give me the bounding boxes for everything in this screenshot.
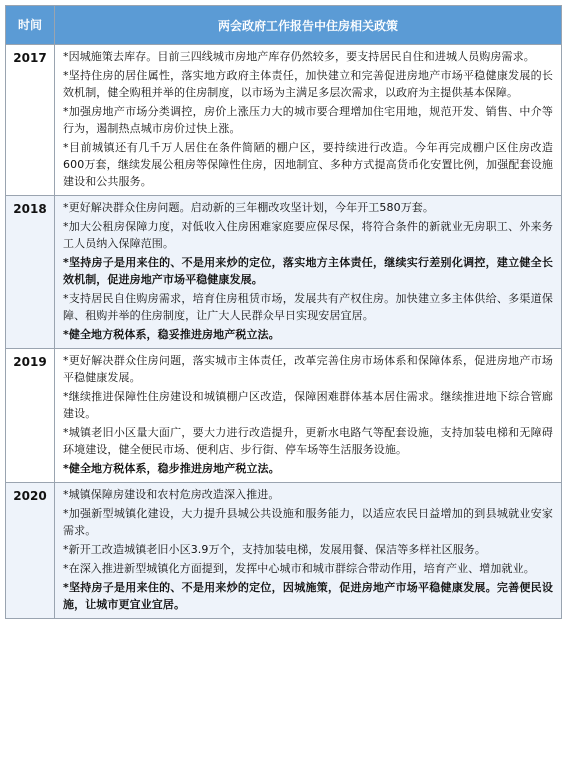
policy-item: *坚持住房的居住属性，落实地方政府主体责任，加快建立和完善促进房地产市场平稳健康发展的长效机制，健全购租并举的住房制度，以市场为主满足多层次需求，以政府为主提供基本保障。 <box>63 69 553 99</box>
policy-item: *加强房地产市场分类调控，房价上涨压力大的城市要合理增加住宅用地，规范开发、销售、中介等行为，遏制热点城市房价过快上涨。 <box>63 105 553 135</box>
policy-item: *更好解决群众住房问题。启动新的三年棚改攻坚计划，今年开工580万套。 <box>63 201 434 214</box>
table-header-row <box>6 6 562 45</box>
table-row <box>6 45 562 196</box>
year-cell: 2019 <box>6 349 55 483</box>
policy-item: *继续推进保障性住房建设和城镇棚户区改造，保障困难群体基本居住需求。继续推进地下综合管廊建设。 <box>63 390 553 420</box>
year-cell: 2018 <box>6 196 55 349</box>
table-row <box>6 483 562 619</box>
policy-item: *目前城镇还有几千万人居住在条件简陋的棚户区，要持续进行改造。今年再完成棚户区住房改造600万套，继续发展公租房等保障性住房，因地制宜、多种方式提高货币化安置比例，加强配套设施建设和公共服务。 <box>63 141 553 188</box>
policy-table-wrapper <box>5 5 562 619</box>
policy-item: *因城施策去库存。目前三四线城市房地产库存仍然较多，要支持居民自住和进城人员购房需求。 <box>63 50 535 63</box>
policy-item: *健全地方税体系，稳妥推进房地产税立法。 <box>63 328 280 341</box>
policy-item: *支持居民自住购房需求，培育住房租赁市场，发展共有产权住房。加快建立多主体供给、多渠道保障、租购并举的住房制度，让广大人民群众早日实现安居宜居。 <box>63 292 553 322</box>
policy-item: *城镇保障房建设和农村危房改造深入推进。 <box>63 488 280 501</box>
policy-item: *加强新型城镇化建设，大力提升县城公共设施和服务能力，以适应农民日益增加的到县城就业安家需求。 <box>63 507 553 537</box>
policy-item: *更好解决群众住房问题，落实城市主体责任，改革完善住房市场体系和保障体系，促进房地产市场平稳健康发展。 <box>63 354 553 384</box>
policy-cell <box>55 196 562 349</box>
policy-column-header: 两会政府工作报告中住房相关政策 <box>55 6 562 45</box>
table-row <box>6 349 562 483</box>
policy-item: *坚持房子是用来住的、不是用来炒的定位，落实地方主体责任，继续实行差别化调控，建立健全长效机制，促进房地产市场平稳健康发展。 <box>63 256 553 286</box>
policy-item: *加大公租房保障力度，对低收入住房困难家庭要应保尽保，将符合条件的新就业无房职工、外来务工人员纳入保障范围。 <box>63 220 553 250</box>
year-cell: 2017 <box>6 45 55 196</box>
policy-item: *城镇老旧小区量大面广，要大力进行改造提升，更新水电路气等配套设施，支持加装电梯和无障碍环境建设，健全便民市场、便利店、步行街、停车场等生活服务设施。 <box>63 426 553 456</box>
year-column-header: 时间 <box>6 6 55 45</box>
table-row <box>6 196 562 349</box>
policy-table <box>5 5 562 619</box>
policy-item: *新开工改造城镇老旧小区3.9万个，支持加装电梯，发展用餐、保洁等多样社区服务。 <box>63 543 486 556</box>
policy-cell <box>55 349 562 483</box>
policy-item: *健全地方税体系，稳步推进房地产税立法。 <box>63 462 280 475</box>
policy-item: *坚持房子是用来住的、不是用来炒的定位，因城施策，促进房地产市场平稳健康发展。完善便民设施，让城市更宜业宜居。 <box>63 581 553 611</box>
table-body <box>6 45 562 619</box>
year-cell: 2020 <box>6 483 55 619</box>
policy-cell <box>55 45 562 196</box>
policy-cell <box>55 483 562 619</box>
policy-item: *在深入推进新型城镇化方面提到，发挥中心城市和城市群综合带动作用，培育产业、增加就业。 <box>63 562 535 575</box>
